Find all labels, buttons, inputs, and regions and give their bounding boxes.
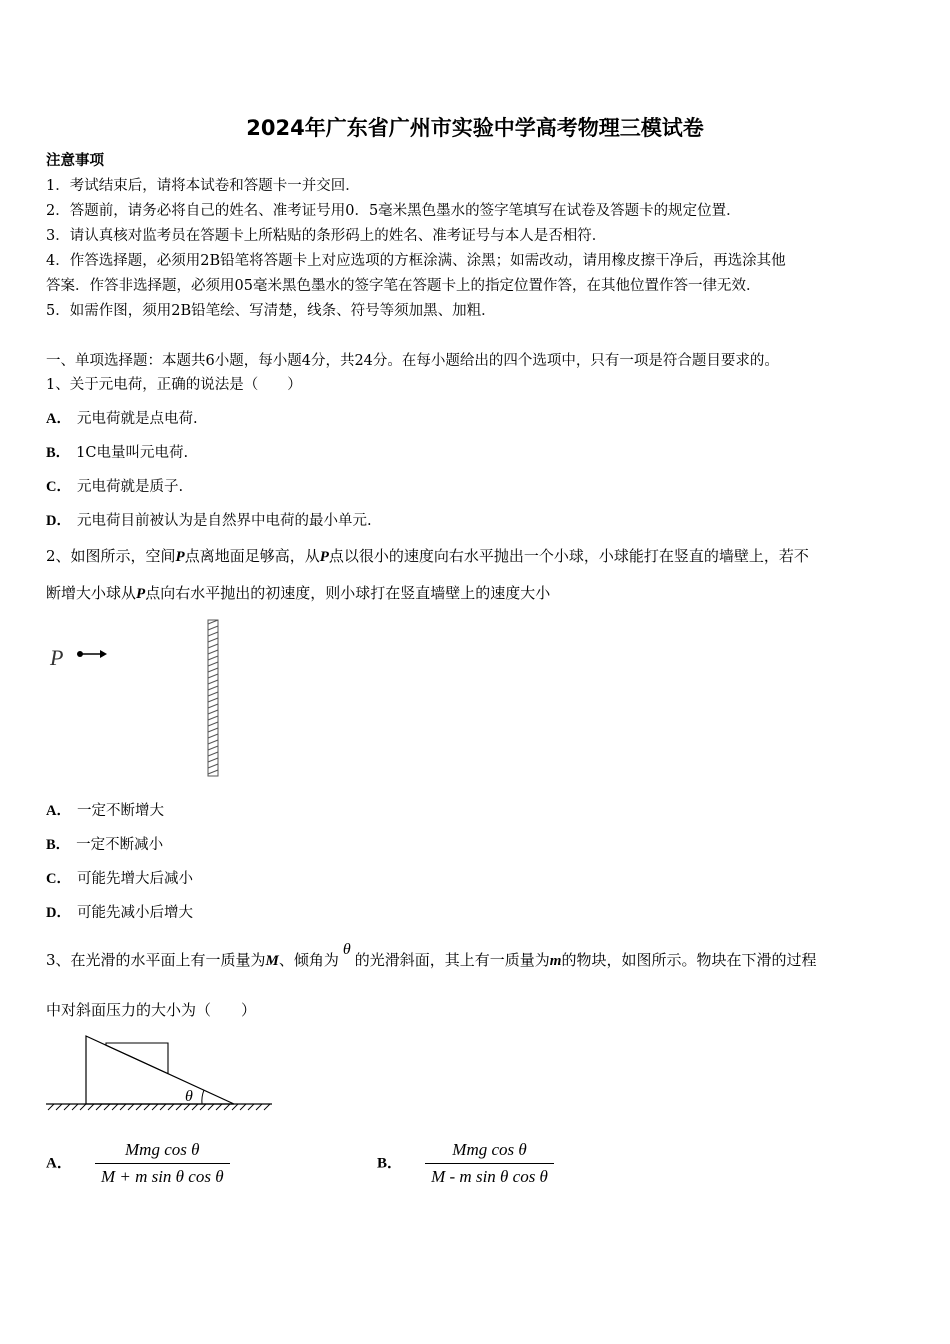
ground-hatching: [48, 1104, 270, 1110]
option-label: B．: [377, 1155, 403, 1172]
option-label: B．: [46, 445, 71, 461]
q2-text: 2、如图所示，空间: [46, 547, 176, 565]
numerator: Mmg cos θ: [452, 1140, 527, 1159]
option-text: 可能先增大后减小: [76, 871, 193, 887]
notice-item-4-cont: 答案．作答非选择题，必须用05毫米黑色墨水的签字笔在答题卡上的指定位置作答，在其他位置作答一律无效．: [46, 278, 761, 294]
option-label: B．: [46, 837, 71, 853]
denominator: M - m sin θ cos θ: [425, 1163, 554, 1187]
option-label: A．: [46, 803, 71, 819]
notice-heading: 注意事项: [46, 152, 104, 169]
q2-stem-line-2: [46, 583, 550, 604]
q3-text: 的光滑斜面，其上有一质量为: [354, 951, 550, 969]
option-label: D．: [46, 905, 71, 921]
q3-stem-line-1: [46, 941, 817, 971]
q2-option-b: [46, 836, 163, 854]
angle-theta: θ: [342, 941, 351, 958]
q3-text: 的物块，如图所示。物块在下滑的过程: [561, 951, 817, 969]
option-text: 元电荷就是质子.: [76, 479, 184, 495]
q2-option-a: [46, 802, 164, 820]
q3-option-b: [377, 1140, 554, 1187]
formula-b: [425, 1140, 554, 1187]
numerator: Mmg cos θ: [125, 1140, 200, 1159]
section-heading: 一、单项选择题：本题共6小题，每小题4分，共24分。在每小题给出的四个选项中，只有一项是符合题目要求的。: [46, 353, 779, 369]
q1-option-c: [46, 478, 183, 496]
denominator: M + m sin θ cos θ: [95, 1163, 230, 1187]
notice-item-3: 3．请认真核对监考员在答题卡上所粘贴的条形码上的姓名、准考证号与本人是否相符．: [46, 228, 607, 244]
option-label: C．: [46, 871, 71, 887]
q3-option-a: [46, 1140, 230, 1187]
option-label: A．: [46, 1155, 72, 1172]
q2-text: 点以很小的速度向右水平抛出一个小球，小球能打在竖直的墙壁上，若不: [328, 547, 809, 565]
q2-figure: [40, 615, 240, 785]
point-p: P: [136, 586, 146, 602]
q3-text: 、倾角为: [278, 951, 339, 969]
arrowhead-icon: [100, 650, 107, 658]
formula-a: [95, 1140, 230, 1187]
q2-text: 断增大小球从: [46, 584, 137, 602]
angle-label: θ: [185, 1088, 193, 1105]
notice-item-2: 2．答题前，请务必将自己的姓名、准考证号用0．5毫米黑色墨水的签字笔填写在试卷及答题卡的规定位置．: [46, 203, 741, 219]
q3-text: 3、在光滑的水平面上有一质量为: [46, 951, 266, 969]
q3-stem-line-2: 中对斜面压力的大小为（ ）: [46, 1001, 257, 1019]
mass-small-m: m: [549, 953, 562, 969]
mass-big-m: M: [265, 953, 279, 969]
q1-option-d: [46, 512, 372, 530]
option-label: A．: [46, 411, 71, 427]
notice-item-1: 1．考试结束后，请将本试卷和答题卡一并交回．: [46, 178, 360, 194]
option-text: 一定不断增大: [76, 803, 164, 819]
option-text: 元电荷就是点电荷.: [76, 411, 198, 427]
q1-stem: 1、关于元电荷，正确的说法是（ ）: [46, 377, 302, 393]
option-text: 1C电量叫元电荷.: [76, 445, 189, 461]
angle-arc: [202, 1090, 204, 1104]
exam-title: 2024年广东省广州市实验中学高考物理三模试卷: [246, 116, 704, 140]
notice-item-5: 5．如需作图，须用2B铅笔绘、写清楚，线条、符号等须加黑、加粗．: [46, 303, 496, 319]
q3-figure: [44, 1032, 276, 1116]
option-label: C．: [46, 479, 71, 495]
q2-option-c: [46, 870, 193, 888]
option-text: 一定不断减小: [76, 837, 164, 853]
point-p: P: [319, 549, 329, 565]
q2-text: 点向右水平抛出的初速度，则小球打在竖直墙壁上的速度大小: [145, 584, 551, 602]
sliding-block: [106, 1043, 168, 1074]
q1-option-b: [46, 444, 188, 462]
q2-text: 点离地面足够高，从: [184, 547, 320, 565]
q1-option-a: [46, 410, 198, 428]
option-text: 元电荷目前被认为是自然界中电荷的最小单元.: [76, 513, 372, 529]
q2-option-d: [46, 904, 193, 922]
figure-point-label: P: [50, 645, 64, 670]
q2-stem-line-1: [46, 546, 809, 567]
notice-item-4: 4．作答选择题，必须用2B铅笔将答题卡上对应选项的方框涂满、涂黑；如需改动，请用橡皮擦干净后，再选涂其他: [46, 253, 786, 269]
option-label: D．: [46, 513, 71, 529]
point-p: P: [175, 549, 185, 565]
option-text: 可能先减小后增大: [76, 905, 193, 921]
